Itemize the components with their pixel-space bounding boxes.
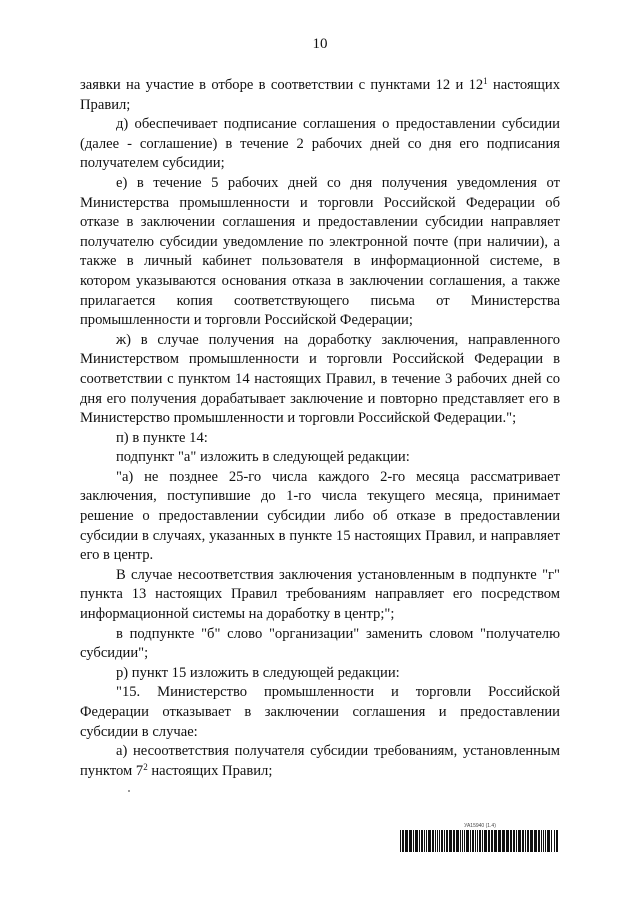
page-number: 10 bbox=[312, 36, 328, 52]
paragraph-text: а) несоответствия получателя субсидии требованиям, установленным пунктом 7 bbox=[80, 743, 560, 779]
paragraph-p: п) в пункте 14: bbox=[116, 429, 208, 446]
paragraph-subpoint-a-heading: подпункт "а" изложить в следующей редакции: bbox=[116, 449, 410, 466]
paragraph-text: заявки на участие в отборе в соответствии с пунктами 12 и 12 bbox=[80, 77, 484, 93]
paragraph-subpoint-b: в подпункте "б" слово "организации" заменить словом "получателю субсидии"; bbox=[80, 625, 560, 662]
paragraph-text: настоящих Правил; bbox=[147, 762, 273, 779]
scan-speck bbox=[128, 790, 130, 792]
barcode bbox=[400, 830, 560, 852]
barcode-code: УА15940 (1.4) bbox=[464, 823, 496, 829]
paragraph-r: р) пункт 15 изложить в следующей редакции: bbox=[116, 664, 400, 681]
barcode-block bbox=[400, 823, 560, 852]
paragraph-15-a bbox=[80, 742, 560, 781]
paragraph-subpoint-a: "а) не позднее 25-го числа каждого 2-го месяца рассматривает заключения, поступившие до 1-го числа текущего месяца, принимает решение о предоставлении субсидии либо об отказе в предоставлении субсидии в случаях, указанных в пункте 15 настоящих Правил, и направляет его в центр. bbox=[80, 468, 560, 564]
superscript: 2 bbox=[143, 761, 148, 772]
paragraph-d: д) обеспечивает подписание соглашения о предоставлении субсидии (далее - соглашение) в течение 2 рабочих дней со дня его подписания получателем субсидии; bbox=[80, 116, 560, 172]
paragraph-mismatch: В случае несоответствия заключения установленным в подпункте "г" пункта 13 настоящих Правил требованиям направляет его посредством информационной системы на доработку в центр;"; bbox=[80, 566, 560, 623]
paragraph-zh: ж) в случае получения на доработку заключения, направленного Министерством промышленности и торговли Российской Федерации в соответствии с пунктом 14 настоящих Правил, в течение 3 рабочих дней со дня его получения дорабатывает заключение и повторно представляет его в Министерство промышленности и торговли Российской Федерации."; bbox=[80, 331, 560, 427]
paragraph-text: настоящих Правил; bbox=[80, 77, 560, 113]
paragraph-e: е) в течение 5 рабочих дней со дня получения уведомления от Министерства промышленности и торговли Российской Федерации об отказе в заключении соглашения и предоставлении субсидии направляет получателю субсидии уведомление по электронной почте (при наличии), а также в личный кабинет пользователя в информационной системе, в котором указываются основания отказа в заключении соглашения, а также прилагается копия соответствующего письма от Министерства промышленности и торговли Российской Федерации; bbox=[80, 174, 560, 329]
document-body bbox=[80, 76, 560, 781]
superscript: 1 bbox=[483, 76, 488, 86]
paragraph-15: "15. Министерство промышленности и торговли Российской Федерации отказывает в заключении соглашения и предоставлении субсидии в случае: bbox=[80, 684, 560, 740]
paragraph-continuation bbox=[80, 76, 560, 115]
